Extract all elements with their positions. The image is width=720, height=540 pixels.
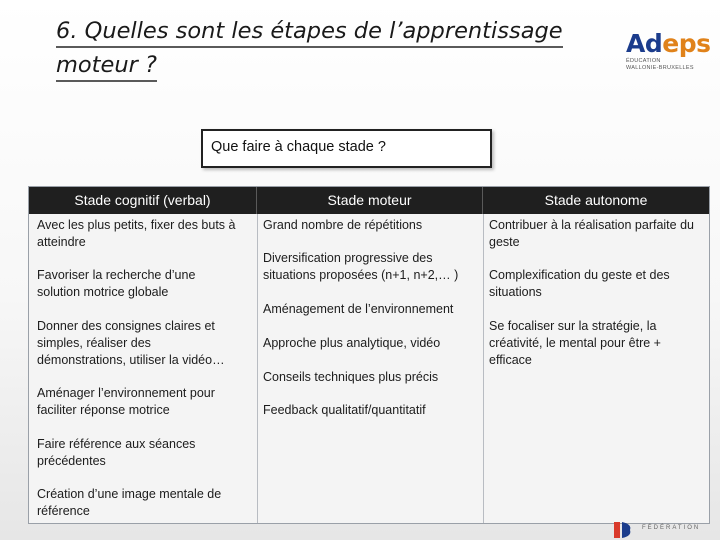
slide-title — [56, 14, 576, 82]
logo-sub-line1: ÉDUCATION — [626, 58, 661, 64]
cognitive-item: Aménager l’environnement pour faciliter réponse motrice — [37, 386, 215, 417]
header-motor-stage: Stade moteur — [257, 187, 483, 214]
header-autonomous-stage: Stade autonome — [544, 192, 648, 208]
slide-title-line1: 6. Quelles sont les étapes de l’apprentissage — [56, 16, 563, 48]
motor-item: Aménagement de l’environnement — [263, 302, 454, 316]
logo-letter-a: A — [626, 29, 645, 58]
logo-letter-d: d — [644, 29, 663, 58]
adeps-logo — [626, 29, 711, 71]
adeps-logo-wordmark — [626, 30, 711, 58]
motor-item: Conseils techniques plus précis — [263, 370, 439, 384]
adeps-logo-subtext — [626, 58, 694, 71]
slide-title-line2: moteur ? — [56, 50, 157, 82]
motor-item: Diversification progressive des situations proposées (n+1, n+2,… ) — [263, 251, 459, 282]
motor-item: Approche plus analytique, vidéo — [263, 336, 441, 350]
logo-sub-line2: WALLONIE-BRUXELLES — [626, 64, 694, 71]
motor-item: Grand nombre de répétitions — [263, 218, 423, 232]
federation-text: FÉDÉRATION — [642, 525, 701, 531]
cognitive-item: Faire référence aux séances précédentes — [37, 437, 196, 468]
header-cognitive-stage: Stade cognitif (verbal) — [29, 187, 257, 214]
motor-item: Feedback qualitatif/quantitatif — [263, 403, 426, 417]
federation-logo — [610, 520, 710, 540]
cognitive-item: Avec les plus petits, fixer des buts à atteindre — [37, 218, 236, 249]
cognitive-item: Création d’une image mentale de référence — [37, 487, 222, 518]
column-divider — [483, 214, 484, 523]
autonomous-item: Se focaliser sur la stratégie, la créativité, le mental pour être + efficace — [489, 319, 661, 367]
cognitive-item: Favoriser la recherche d’une solution motrice globale — [37, 268, 196, 299]
stages-table — [28, 186, 710, 524]
autonomous-item: Contribuer à la réalisation parfaite du geste — [489, 218, 694, 249]
column-divider — [257, 214, 258, 523]
table-header-row — [29, 187, 709, 214]
logo-letters-eps: eps — [662, 29, 711, 58]
autonomous-item: Complexification du geste et des situations — [489, 268, 670, 299]
stage-question-text: Que faire à chaque stade ? — [211, 139, 386, 155]
federation-mark-icon — [610, 520, 636, 540]
cognitive-item: Donner des consignes claires et simples, réaliser des démonstrations, utiliser la vidéo… — [37, 319, 225, 367]
stage-question-box — [201, 129, 492, 168]
